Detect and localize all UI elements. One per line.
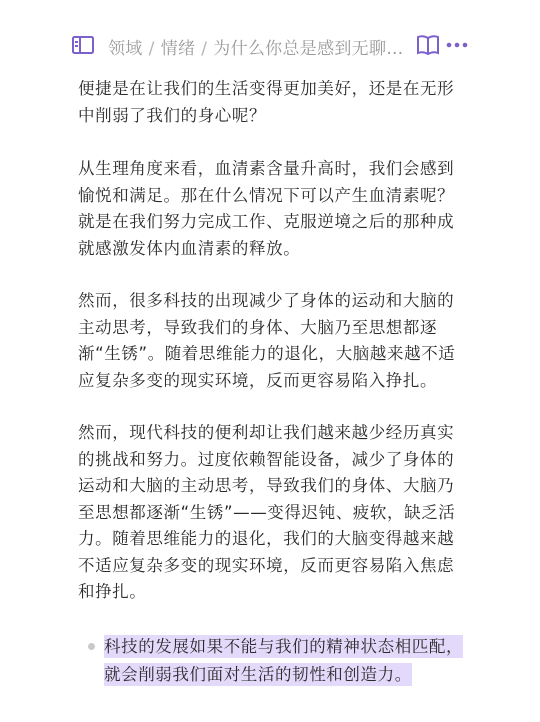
- article-paragraph: 然而，很多科技的出现减少了身体的运动和大脑的主动思考，导致我们的身体、大脑乃至思想都逐渐“生锈”。随着思维能力的退化，大脑越来越不适应复杂多变的现实环境，反而更容易陷入挣扎。: [78, 291, 456, 390]
- more-dots-icon[interactable]: [446, 36, 468, 54]
- bullet-dot-icon: [88, 643, 95, 650]
- breadcrumb-item-domain[interactable]: 领域: [108, 39, 143, 59]
- article-paragraph: 然而，现代科技的便利却让我们越来越少经历真实的挑战和努力。过度依赖智能设备，减少了身体的运动和大脑的主动思考，导致我们的身体、大脑乃至思想都逐渐“生锈”——变得迟钝、疲软，缺乏活力。随着思维能力的退化，我们的大脑变得越来越不适应复杂多变的现实环境，反而更容易陷入焦虑和挣扎。: [78, 423, 456, 601]
- table-of-contents-icon[interactable]: [72, 36, 94, 54]
- breadcrumb-separator: /: [201, 39, 208, 59]
- breadcrumb-item-emotion[interactable]: 情绪: [160, 39, 196, 59]
- highlighted-quote[interactable]: [88, 633, 468, 689]
- breadcrumb-item-current-page[interactable]: 为什么你总是感到无聊…: [213, 39, 404, 59]
- highlighted-text[interactable]: 科技的发展如果不能与我们的精神状态相匹配，就会削弱我们面对生活的韧性和创造力。: [104, 637, 464, 684]
- article-body: [78, 76, 470, 632]
- article-paragraph: 从生理角度来看，血清素含量升高时，我们会感到愉悦和满足。那在什么情况下可以产生血清素呢？就是在我们努力完成工作、克服逆境之后的那种成就感激发体内血清素的释放。: [78, 159, 455, 258]
- breadcrumb: [108, 34, 404, 59]
- open-book-icon[interactable]: [416, 34, 440, 56]
- top-navigation-bar: [0, 0, 540, 80]
- breadcrumb-separator: /: [148, 39, 155, 59]
- article-paragraph: 便捷是在让我们的生活变得更加美好，还是在无形中削弱了我们的身心呢？: [78, 79, 455, 125]
